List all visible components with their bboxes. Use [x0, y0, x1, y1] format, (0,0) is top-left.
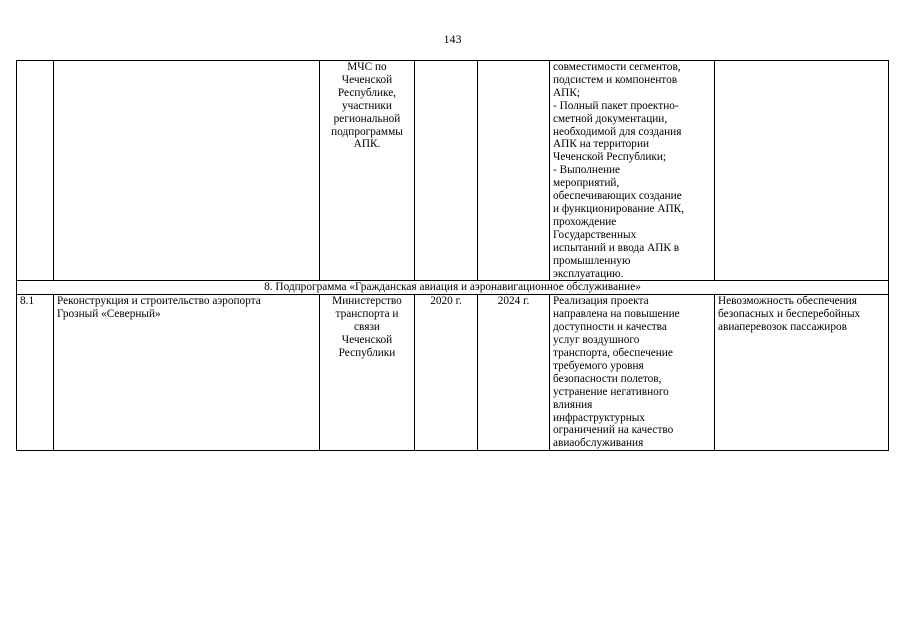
- cell-consequences: Невозможность обеспечения безопасных и бесперебойных авиаперевозок пассажиров: [715, 295, 889, 451]
- cell-start: [415, 61, 478, 281]
- cell-responsible: Министерство транспорта и связи Чеченской Республики: [320, 295, 415, 451]
- cell-num: 8.1: [17, 295, 54, 451]
- cell-responsible: МЧС по Чеченской Республике, участники региональной подпрограммы АПК.: [320, 61, 415, 281]
- cell-result: совместимости сегментов, подсистем и компонентов АПК; - Полный пакет проектно- сметной документации, необходимой для создания АПК на территории Чеченской Республики; - Выполнение мероприятий, обеспечивающих создание и функционирование АПК, прохождение Государственных испытаний и ввода АПК в промышленную эксплуатацию.: [550, 61, 715, 281]
- cell-name: [54, 61, 320, 281]
- cell-start: 2020 г.: [415, 295, 478, 451]
- cell-num: [17, 61, 54, 281]
- table-row: [17, 295, 889, 451]
- cell-consequences: [715, 61, 889, 281]
- page-number: 143: [443, 32, 462, 46]
- section-header: 8. Подпрограмма «Гражданская авиация и аэронавигационное обслуживание»: [17, 281, 889, 295]
- continuation-row: [17, 61, 889, 281]
- cell-name: Реконструкция и строительство аэропорта Грозный «Северный»: [54, 295, 320, 451]
- cell-end: 2024 г.: [478, 295, 550, 451]
- cell-end: [478, 61, 550, 281]
- program-table: [16, 60, 889, 451]
- cell-result: Реализация проекта направлена на повышение доступности и качества услуг воздушного транспорта, обеспечение требуемого уровня безопасности полетов, устранение негативного влияния инфраструктурных ограничений на качество авиаобслуживания: [550, 295, 715, 451]
- section-header-row: [17, 281, 889, 295]
